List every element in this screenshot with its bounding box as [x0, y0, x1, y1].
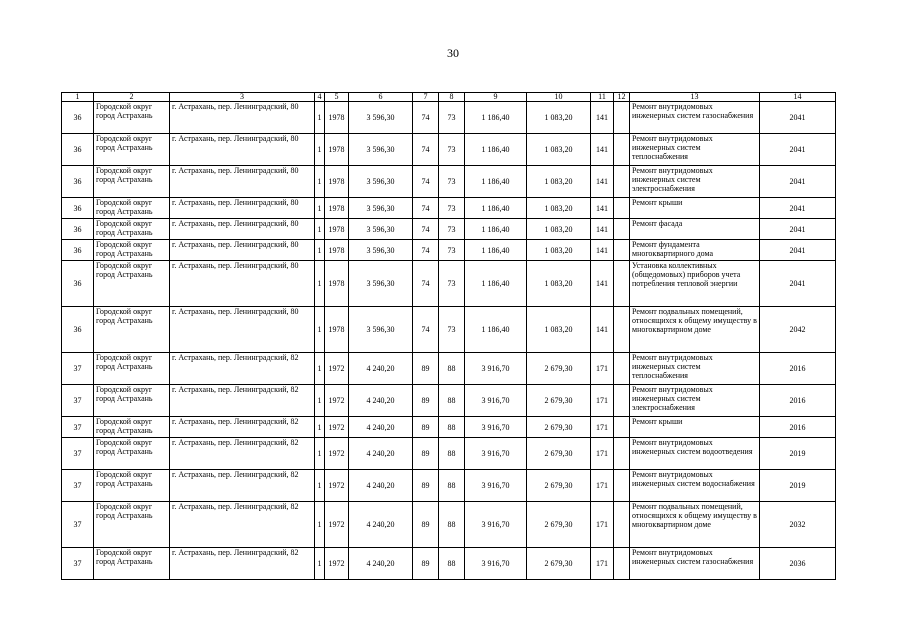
col4-cell: 1	[315, 219, 325, 240]
col10-cell: 2 679,30	[527, 417, 591, 438]
work-type-cell: Ремонт внутридомовых инженерных систем водоснабжения	[630, 470, 760, 502]
municipality-cell: Городской округ город Астрахань	[94, 166, 170, 198]
col9-cell: 3 916,70	[465, 502, 527, 548]
work-type-cell: Ремонт фасада	[630, 219, 760, 240]
col12-cell	[614, 102, 630, 134]
col12-cell	[614, 134, 630, 166]
col8-cell: 73	[439, 134, 465, 166]
col12-cell	[614, 240, 630, 261]
year-end-cell: 2041	[760, 166, 836, 198]
col4-cell: 1	[315, 385, 325, 417]
col4-cell: 1	[315, 307, 325, 353]
col7-cell: 74	[413, 261, 439, 307]
municipality-cell: Городской округ город Астрахань	[94, 219, 170, 240]
col8-cell: 73	[439, 261, 465, 307]
col10-cell: 2 679,30	[527, 438, 591, 470]
col7-cell: 89	[413, 502, 439, 548]
col8-cell: 73	[439, 166, 465, 198]
col7-cell: 89	[413, 385, 439, 417]
table-row	[62, 385, 836, 417]
address-cell: г. Астрахань, пер. Ленинградский, 82	[170, 548, 315, 580]
col10-cell: 1 083,20	[527, 166, 591, 198]
col9-cell: 1 186,40	[465, 240, 527, 261]
area-cell: 3 596,30	[349, 261, 413, 307]
municipality-cell: Городской округ город Астрахань	[94, 502, 170, 548]
col9-cell: 3 916,70	[465, 353, 527, 385]
col-header: 4	[315, 93, 325, 102]
col4-cell: 1	[315, 548, 325, 580]
col4-cell: 1	[315, 166, 325, 198]
col8-cell: 73	[439, 102, 465, 134]
year-cell: 1978	[325, 198, 349, 219]
year-cell: 1972	[325, 385, 349, 417]
col9-cell: 1 186,40	[465, 261, 527, 307]
col12-cell	[614, 470, 630, 502]
year-cell: 1972	[325, 470, 349, 502]
municipality-cell: Городской округ город Астрахань	[94, 240, 170, 261]
col11-cell: 141	[591, 102, 614, 134]
col8-cell: 88	[439, 353, 465, 385]
col11-cell: 171	[591, 502, 614, 548]
year-cell: 1978	[325, 240, 349, 261]
year-end-cell: 2041	[760, 261, 836, 307]
work-type-cell: Ремонт фундамента многоквартирного дома	[630, 240, 760, 261]
row-number: 36	[62, 134, 94, 166]
municipality-cell: Городской округ город Астрахань	[94, 353, 170, 385]
row-number: 36	[62, 261, 94, 307]
area-cell: 3 596,30	[349, 240, 413, 261]
table-row	[62, 548, 836, 580]
row-number: 36	[62, 102, 94, 134]
municipality-cell: Городской округ город Астрахань	[94, 470, 170, 502]
municipality-cell: Городской округ город Астрахань	[94, 198, 170, 219]
row-number: 36	[62, 307, 94, 353]
col11-cell: 141	[591, 198, 614, 219]
col8-cell: 88	[439, 438, 465, 470]
year-cell: 1972	[325, 438, 349, 470]
address-cell: г. Астрахань, пер. Ленинградский, 80	[170, 261, 315, 307]
col7-cell: 74	[413, 219, 439, 240]
col4-cell: 1	[315, 261, 325, 307]
work-type-cell: Ремонт подвальных помещений, относящихся к общему имуществу в многоквартирном доме	[630, 307, 760, 353]
col11-cell: 171	[591, 385, 614, 417]
year-end-cell: 2019	[760, 470, 836, 502]
col7-cell: 89	[413, 548, 439, 580]
col9-cell: 3 916,70	[465, 548, 527, 580]
table-row	[62, 470, 836, 502]
row-number: 36	[62, 198, 94, 219]
row-number: 37	[62, 438, 94, 470]
area-cell: 3 596,30	[349, 102, 413, 134]
year-end-cell: 2016	[760, 385, 836, 417]
col10-cell: 1 083,20	[527, 261, 591, 307]
year-cell: 1978	[325, 166, 349, 198]
col8-cell: 73	[439, 240, 465, 261]
col4-cell: 1	[315, 102, 325, 134]
col7-cell: 89	[413, 417, 439, 438]
col8-cell: 88	[439, 417, 465, 438]
col11-cell: 141	[591, 134, 614, 166]
area-cell: 4 240,20	[349, 353, 413, 385]
col9-cell: 3 916,70	[465, 438, 527, 470]
col10-cell: 1 083,20	[527, 102, 591, 134]
address-cell: г. Астрахань, пер. Ленинградский, 82	[170, 385, 315, 417]
year-end-cell: 2019	[760, 438, 836, 470]
year-end-cell: 2041	[760, 198, 836, 219]
address-cell: г. Астрахань, пер. Ленинградский, 82	[170, 438, 315, 470]
area-cell: 4 240,20	[349, 502, 413, 548]
col10-cell: 1 083,20	[527, 134, 591, 166]
work-type-cell: Ремонт крыши	[630, 417, 760, 438]
col8-cell: 88	[439, 548, 465, 580]
row-number: 37	[62, 353, 94, 385]
row-number: 36	[62, 219, 94, 240]
table-row	[62, 240, 836, 261]
col12-cell	[614, 307, 630, 353]
address-cell: г. Астрахань, пер. Ленинградский, 80	[170, 307, 315, 353]
row-number: 37	[62, 502, 94, 548]
col8-cell: 73	[439, 219, 465, 240]
row-number: 37	[62, 470, 94, 502]
address-cell: г. Астрахань, пер. Ленинградский, 82	[170, 502, 315, 548]
year-end-cell: 2016	[760, 417, 836, 438]
table-row	[62, 219, 836, 240]
col12-cell	[614, 385, 630, 417]
col12-cell	[614, 502, 630, 548]
area-cell: 4 240,20	[349, 417, 413, 438]
col4-cell: 1	[315, 438, 325, 470]
col12-cell	[614, 198, 630, 219]
col12-cell	[614, 353, 630, 385]
col12-cell	[614, 219, 630, 240]
row-number: 37	[62, 417, 94, 438]
col-header: 2	[94, 93, 170, 102]
col11-cell: 171	[591, 470, 614, 502]
municipality-cell: Городской округ город Астрахань	[94, 102, 170, 134]
col7-cell: 89	[413, 470, 439, 502]
col12-cell	[614, 548, 630, 580]
col4-cell: 1	[315, 240, 325, 261]
col-header: 9	[465, 93, 527, 102]
col9-cell: 1 186,40	[465, 166, 527, 198]
area-cell: 4 240,20	[349, 470, 413, 502]
table-row	[62, 417, 836, 438]
address-cell: г. Астрахань, пер. Ленинградский, 82	[170, 353, 315, 385]
year-cell: 1972	[325, 353, 349, 385]
col11-cell: 171	[591, 417, 614, 438]
col10-cell: 1 083,20	[527, 198, 591, 219]
col9-cell: 1 186,40	[465, 102, 527, 134]
table-row	[62, 502, 836, 548]
col10-cell: 2 679,30	[527, 548, 591, 580]
col9-cell: 1 186,40	[465, 307, 527, 353]
year-end-cell: 2041	[760, 134, 836, 166]
col-header: 10	[527, 93, 591, 102]
work-type-cell: Ремонт внутридомовых инженерных систем электроснабжения	[630, 166, 760, 198]
area-cell: 3 596,30	[349, 219, 413, 240]
col-header: 1	[62, 93, 94, 102]
col11-cell: 171	[591, 548, 614, 580]
capital-repair-table	[61, 92, 836, 580]
col10-cell: 1 083,20	[527, 307, 591, 353]
col11-cell: 141	[591, 219, 614, 240]
year-cell: 1972	[325, 548, 349, 580]
table-row	[62, 438, 836, 470]
col10-cell: 2 679,30	[527, 502, 591, 548]
col11-cell: 171	[591, 438, 614, 470]
municipality-cell: Городской округ город Астрахань	[94, 385, 170, 417]
col-header: 7	[413, 93, 439, 102]
col-header: 13	[630, 93, 760, 102]
municipality-cell: Городской округ город Астрахань	[94, 307, 170, 353]
municipality-cell: Городской округ город Астрахань	[94, 261, 170, 307]
area-cell: 4 240,20	[349, 438, 413, 470]
col-header: 12	[614, 93, 630, 102]
area-cell: 3 596,30	[349, 198, 413, 219]
work-type-cell: Ремонт внутридомовых инженерных систем теплоснабжения	[630, 353, 760, 385]
table-row	[62, 307, 836, 353]
work-type-cell: Установка коллективных (общедомовых) приборов учета потребления тепловой энергии	[630, 261, 760, 307]
col12-cell	[614, 438, 630, 470]
col4-cell: 1	[315, 134, 325, 166]
address-cell: г. Астрахань, пер. Ленинградский, 80	[170, 198, 315, 219]
work-type-cell: Ремонт внутридомовых инженерных систем газоснабжения	[630, 102, 760, 134]
col7-cell: 89	[413, 438, 439, 470]
col10-cell: 2 679,30	[527, 470, 591, 502]
col4-cell: 1	[315, 470, 325, 502]
col-header: 11	[591, 93, 614, 102]
row-number: 36	[62, 240, 94, 261]
year-cell: 1972	[325, 417, 349, 438]
col-header: 5	[325, 93, 349, 102]
col10-cell: 1 083,20	[527, 240, 591, 261]
table-row	[62, 198, 836, 219]
col7-cell: 74	[413, 198, 439, 219]
col7-cell: 74	[413, 307, 439, 353]
col11-cell: 141	[591, 261, 614, 307]
table-row	[62, 261, 836, 307]
year-end-cell: 2042	[760, 307, 836, 353]
work-type-cell: Ремонт внутридомовых инженерных систем электроснабжения	[630, 385, 760, 417]
area-cell: 3 596,30	[349, 307, 413, 353]
work-type-cell: Ремонт внутридомовых инженерных систем водоотведения	[630, 438, 760, 470]
col7-cell: 74	[413, 102, 439, 134]
column-number-row	[62, 93, 836, 102]
col4-cell: 1	[315, 417, 325, 438]
col8-cell: 88	[439, 385, 465, 417]
address-cell: г. Астрахань, пер. Ленинградский, 80	[170, 240, 315, 261]
col10-cell: 1 083,20	[527, 219, 591, 240]
address-cell: г. Астрахань, пер. Ленинградский, 80	[170, 166, 315, 198]
year-cell: 1978	[325, 219, 349, 240]
col7-cell: 89	[413, 353, 439, 385]
col10-cell: 2 679,30	[527, 385, 591, 417]
col11-cell: 141	[591, 166, 614, 198]
area-cell: 3 596,30	[349, 134, 413, 166]
col9-cell: 3 916,70	[465, 417, 527, 438]
col-header: 8	[439, 93, 465, 102]
col8-cell: 88	[439, 470, 465, 502]
municipality-cell: Городской округ город Астрахань	[94, 417, 170, 438]
row-number: 37	[62, 548, 94, 580]
col-header: 6	[349, 93, 413, 102]
col8-cell: 73	[439, 307, 465, 353]
address-cell: г. Астрахань, пер. Ленинградский, 82	[170, 417, 315, 438]
col8-cell: 88	[439, 502, 465, 548]
year-cell: 1972	[325, 502, 349, 548]
col11-cell: 171	[591, 353, 614, 385]
col7-cell: 74	[413, 166, 439, 198]
page-number: 30	[447, 46, 459, 60]
col-header: 3	[170, 93, 315, 102]
col12-cell	[614, 261, 630, 307]
row-number: 37	[62, 385, 94, 417]
year-cell: 1978	[325, 134, 349, 166]
col12-cell	[614, 166, 630, 198]
col4-cell: 1	[315, 353, 325, 385]
col11-cell: 141	[591, 240, 614, 261]
year-end-cell: 2036	[760, 548, 836, 580]
col9-cell: 3 916,70	[465, 385, 527, 417]
year-end-cell: 2032	[760, 502, 836, 548]
table-row	[62, 134, 836, 166]
year-cell: 1978	[325, 102, 349, 134]
col9-cell: 1 186,40	[465, 134, 527, 166]
address-cell: г. Астрахань, пер. Ленинградский, 80	[170, 134, 315, 166]
col7-cell: 74	[413, 240, 439, 261]
year-end-cell: 2041	[760, 102, 836, 134]
address-cell: г. Астрахань, пер. Ленинградский, 80	[170, 219, 315, 240]
year-cell: 1978	[325, 261, 349, 307]
year-cell: 1978	[325, 307, 349, 353]
work-type-cell: Ремонт внутридомовых инженерных систем газоснабжения	[630, 548, 760, 580]
municipality-cell: Городской округ город Астрахань	[94, 548, 170, 580]
col11-cell: 141	[591, 307, 614, 353]
col9-cell: 1 186,40	[465, 198, 527, 219]
col12-cell	[614, 417, 630, 438]
col4-cell: 1	[315, 502, 325, 548]
table-row	[62, 166, 836, 198]
work-type-cell: Ремонт крыши	[630, 198, 760, 219]
col9-cell: 1 186,40	[465, 219, 527, 240]
work-type-cell: Ремонт подвальных помещений, относящихся к общему имуществу в многоквартирном доме	[630, 502, 760, 548]
municipality-cell: Городской округ город Астрахань	[94, 134, 170, 166]
table-row	[62, 353, 836, 385]
year-end-cell: 2041	[760, 240, 836, 261]
table-row	[62, 102, 836, 134]
area-cell: 4 240,20	[349, 385, 413, 417]
col9-cell: 3 916,70	[465, 470, 527, 502]
col4-cell: 1	[315, 198, 325, 219]
year-end-cell: 2041	[760, 219, 836, 240]
year-end-cell: 2016	[760, 353, 836, 385]
municipality-cell: Городской округ город Астрахань	[94, 438, 170, 470]
work-type-cell: Ремонт внутридомовых инженерных систем теплоснабжения	[630, 134, 760, 166]
col-header: 14	[760, 93, 836, 102]
col7-cell: 74	[413, 134, 439, 166]
col10-cell: 2 679,30	[527, 353, 591, 385]
address-cell: г. Астрахань, пер. Ленинградский, 80	[170, 102, 315, 134]
area-cell: 3 596,30	[349, 166, 413, 198]
address-cell: г. Астрахань, пер. Ленинградский, 82	[170, 470, 315, 502]
row-number: 36	[62, 166, 94, 198]
area-cell: 4 240,20	[349, 548, 413, 580]
col8-cell: 73	[439, 198, 465, 219]
table-body	[62, 102, 836, 580]
